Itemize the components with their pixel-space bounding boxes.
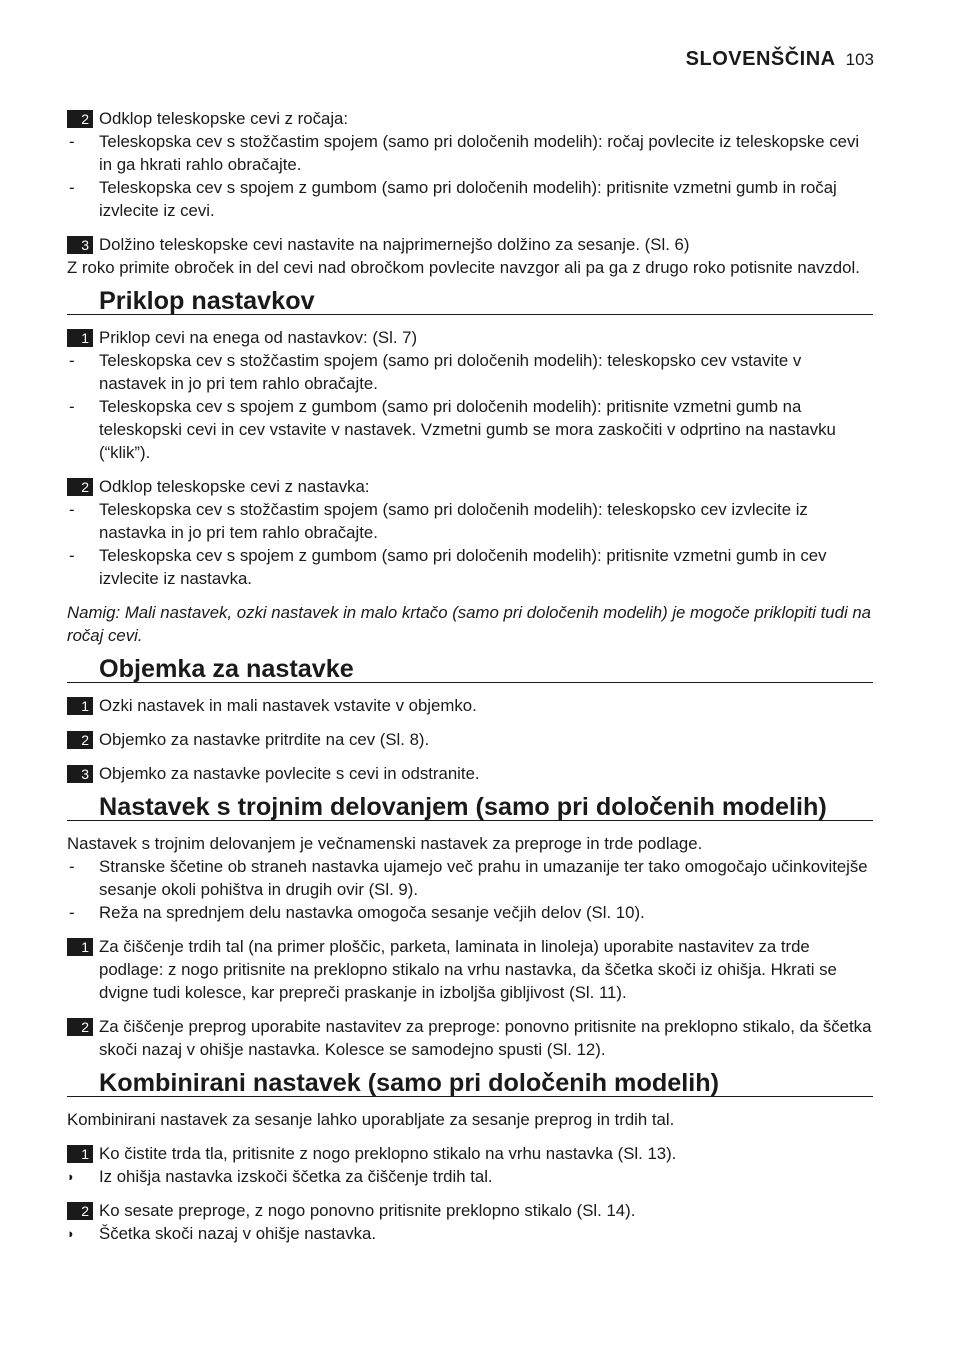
step-text: Za čiščenje preprog uporabite nastavitev za preproge: ponovno pritisnite na preklopno stikalo, da ščetka skoči nazaj v ohišje nastavka. Kolesce se samodejno spusti (Sl. 12). (99, 1017, 872, 1059)
result-text: Iz ohišja nastavka izskoči ščetka za čiščenje trdih tal. (99, 1167, 493, 1186)
step-number: 3 (67, 765, 93, 783)
result-arrow-icon: ◗ (67, 1226, 75, 1241)
step-number: 3 (67, 236, 93, 254)
step-number: 1 (67, 697, 93, 715)
step-text: Ko čistite trda tla, pritisnite z nogo preklopno stikalo na vrhu nastavka (Sl. 13). (99, 1144, 677, 1163)
step-item (67, 326, 873, 349)
step-text: Priklop cevi na enega od nastavkov: (Sl. 7) (99, 328, 418, 347)
step-item (67, 1015, 873, 1061)
bullet-item: - Teleskopska cev s spojem z gumbom (samo pri določenih modelih): pritisnite vzmetni gumb in cev izvlecite iz nastavka. (67, 544, 873, 590)
result-arrow-icon: ◗ (67, 1169, 75, 1184)
step-text: Objemko za nastavke pritrdite na cev (Sl. 8). (99, 730, 430, 749)
bullet-item: - Teleskopska cev s stožčastim spojem (samo pri določenih modelih): ročaj povlecite iz teleskopske cevi in ga hkrati rahlo obračajte. (67, 130, 873, 176)
step-text: Odklop teleskopske cevi z nastavka: (99, 477, 370, 496)
section-heading: Priklop nastavkov (67, 290, 873, 315)
step-item (67, 1199, 873, 1222)
step-item (67, 1142, 873, 1165)
step-text: Objemko za nastavke povlecite s cevi in odstranite. (99, 764, 480, 783)
bullet-item: - Teleskopska cev s stožčastim spojem (samo pri določenih modelih): teleskopsko cev izvlecite iz nastavka in jo pri tem rahlo obračajte. (67, 498, 873, 544)
bullet-item: - Teleskopska cev s spojem z gumbom (samo pri določenih modelih): pritisnite vzmetni gumb in ročaj izvlecite iz cevi. (67, 176, 873, 222)
paragraph: Nastavek s trojnim delovanjem je večnamenski nastavek za preproge in trde podlage. (67, 834, 703, 853)
step-item (67, 694, 873, 717)
step-item (67, 107, 873, 130)
page-number: 103 (845, 50, 874, 69)
step-item (67, 233, 873, 256)
paragraph: Kombinirani nastavek za sesanje lahko uporabljate za sesanje preprog in trdih tal. (67, 1110, 675, 1129)
step-number: 1 (67, 1145, 93, 1163)
result-item (67, 1165, 873, 1188)
step-item (67, 935, 873, 1004)
section-heading: Objemka za nastavke (67, 658, 873, 683)
page-content (67, 107, 873, 1245)
step-text: Za čiščenje trdih tal (na primer ploščic, parketa, laminata in linoleja) uporabite nastavitev za trde podlage: z nogo pritisnite na preklopno stikalo na vrhu nastavka, da ščetka skoči iz ohišja. Hkrati se dvigne tudi kolesce, kar prepreči praskanje in izboljša gibljivost (Sl. 11). (99, 937, 837, 1002)
step-text: Odklop teleskopske cevi z ročaja: (99, 109, 349, 128)
step-number: 2 (67, 110, 93, 128)
step-item (67, 728, 873, 751)
step-item (67, 762, 873, 785)
paragraph: Z roko primite obroček in del cevi nad obročkom povlecite navzgor ali pa ga z drugo roko potisnite navzdol. (67, 258, 860, 277)
language-label: SLOVENŠČINA (685, 48, 836, 70)
section-heading: Kombinirani nastavek (samo pri določenih modelih) (67, 1072, 873, 1097)
step-text: Ko sesate preproge, z nogo ponovno pritisnite preklopno stikalo (Sl. 14). (99, 1201, 636, 1220)
step-text: Dolžino teleskopske cevi nastavite na najprimernejšo dolžino za sesanje. (Sl. 6) (99, 235, 690, 254)
step-number: 2 (67, 1018, 93, 1036)
step-number: 2 (67, 478, 93, 496)
bullet-item: - Teleskopska cev s stožčastim spojem (samo pri določenih modelih): teleskopsko cev vstavite v nastavek in jo pri tem rahlo obračajte. (67, 349, 873, 395)
bullet-item: - Stranske ščetine ob straneh nastavka ujamejo več prahu in umazanije ter tako omogočajo učinkovitejše sesanje okoli pohištva in drugih ovir (Sl. 9). (67, 855, 873, 901)
bullet-item: - Teleskopska cev s spojem z gumbom (samo pri določenih modelih): pritisnite vzmetni gumb na teleskopski cevi in cev vstavite v nastavek. Vzmetni gumb se mora zaskočiti v odprtino na nastavku (“klik”). (67, 395, 873, 464)
step-number: 2 (67, 731, 93, 749)
step-number: 2 (67, 1202, 93, 1220)
step-item (67, 475, 873, 498)
step-number: 1 (67, 938, 93, 956)
bullet-item: - Reža na sprednjem delu nastavka omogoča sesanje večjih delov (Sl. 10). (67, 901, 873, 924)
tip-note: Namig: Mali nastavek, ozki nastavek in malo krtačo (samo pri določenih modelih) je mogoče priklopiti tudi na ročaj cevi. (67, 603, 872, 645)
step-text: Ozki nastavek in mali nastavek vstavite v objemko. (99, 696, 477, 715)
result-item (67, 1222, 873, 1245)
step-number: 1 (67, 329, 93, 347)
section-heading: Nastavek s trojnim delovanjem (samo pri določenih modelih) (67, 796, 873, 821)
result-text: Ščetka skoči nazaj v ohišje nastavka. (99, 1224, 377, 1243)
page-header (686, 48, 874, 71)
